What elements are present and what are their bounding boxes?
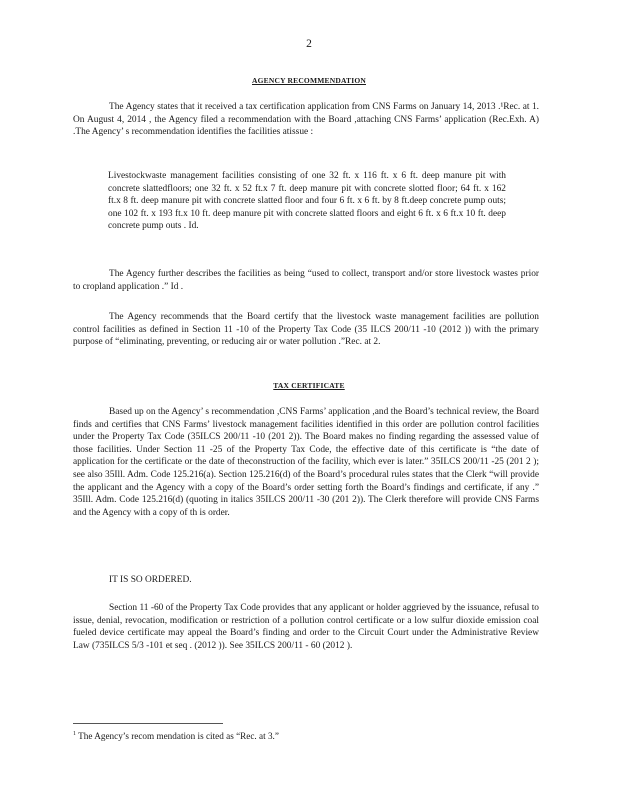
paragraph-agency-describes [73, 268, 539, 293]
tax-certificate-heading [0, 381, 618, 390]
paragraph-text: The Agency further describes the facilities as being “used to collect, transport and/or store livestock wastes prior to cropland application .” Id . [73, 269, 539, 292]
block-quote-facilities [108, 170, 506, 233]
paragraph-appeal-rights [73, 602, 539, 652]
paragraph-text: The Agency states that it received a tax certification application from CNS Farms on January 14, 2013 .¹Rec. at 1. On August 4, 2014 , the Agency filed a recommendation with the Board ,attaching CNS Farms’ application (Rec.Exh. A) .The Agency’ s recommendation identifies the facilities atissue : [73, 102, 539, 138]
footnote-divider [73, 723, 223, 724]
paragraph-text: The Agency recommends that the Board certify that the livestock waste management facilities are pollution control facilities as defined in Section 11 -10 of the Property Tax Code (35 ILCS 200/11 -10 (2012 )) with the primary purpose of “eliminating, preventing, or reducing air or water pollution .”Rec. at 2. [73, 312, 539, 348]
paragraph-text: Section 11 -60 of the Property Tax Code provides that any applicant or holder aggrieved by the issuance, refusal to issue, denial, revocation, modification or restriction of a pollution control certificate or a low sulfur dioxide emission coal fueled device certificate may appeal the Board’s finding and order to the Circuit Court under the Administrative Review Law (735ILCS 5/3 -101 et seq . (2012 )). See 35ILCS 200/11 - 60 (2012 ). [73, 603, 539, 651]
paragraph-text: Based up on the Agency’ s recommendation ,CNS Farms’ application ,and the Board’s technical review, the Board finds and certifies that CNS Farms’ livestock management facilities identified in this order are pollution control facilities under the Property Tax Code (35ILCS 200/11 -10 (201 2)). The Board makes no finding regarding the assessed value of those facilities. Under Section 11 -25 of the Property Tax Code, the effective date of this certificate is “the date of application for the certificate or the date of theconstruction of the facility, which ever is later.” 35ILCS 200/11 -25 (201 2 ); see also 35Ill. Adm. Code 125.216(a). Section 125.216(d) of the Board’s procedural rules states that the Clerk “will provide the applicant and the Agency with a copy of the Board’s order setting forth the Board’s findings and certificate, if any .” 35Ill. Adm. Code 125.216(d) (quoting in italics 35ILCS 200/11 -30 (201 2)). The Clerk therefore will provide CNS Farms and the Agency with a copy of th is order. [73, 407, 539, 518]
footnote [73, 731, 279, 741]
tax-heading-text: TAX CERTIFICATE [273, 381, 345, 390]
agency-heading-text: AGENCY RECOMMENDATION [252, 76, 366, 85]
paragraph-agency-received [73, 101, 539, 139]
paragraph-agency-recommends [73, 311, 539, 349]
footnote-text: The Agency’s recom mendation is cited as “Rec. at 3.” [78, 731, 279, 742]
page-number: 2 [306, 38, 312, 50]
footnote-marker: 1 [73, 731, 76, 737]
paragraph-board-finds [73, 406, 539, 519]
block-quote-text: Livestockwaste management facilities consisting of one 32 ft. x 116 ft. x 6 ft. deep manure pit with concrete slattedfloors; one 32 ft. x 52 ft.x 7 ft. deep manure pit with concrete slotted floor; 64 ft. x 162 ft.x 8 ft. deep manure pit with concrete slatted floor and four 6 ft. x 6 ft. by 8 ft.deep concrete pump outs; one 102 ft. x 193 ft.x 10 ft. deep manure pit with concrete slatted floors and eight 6 ft. x 6 ft.x 10 ft. deep concrete pump outs . Id. [108, 171, 506, 232]
it-is-so-ordered: IT IS SO ORDERED. [109, 575, 192, 585]
agency-recommendation-heading [0, 76, 618, 85]
